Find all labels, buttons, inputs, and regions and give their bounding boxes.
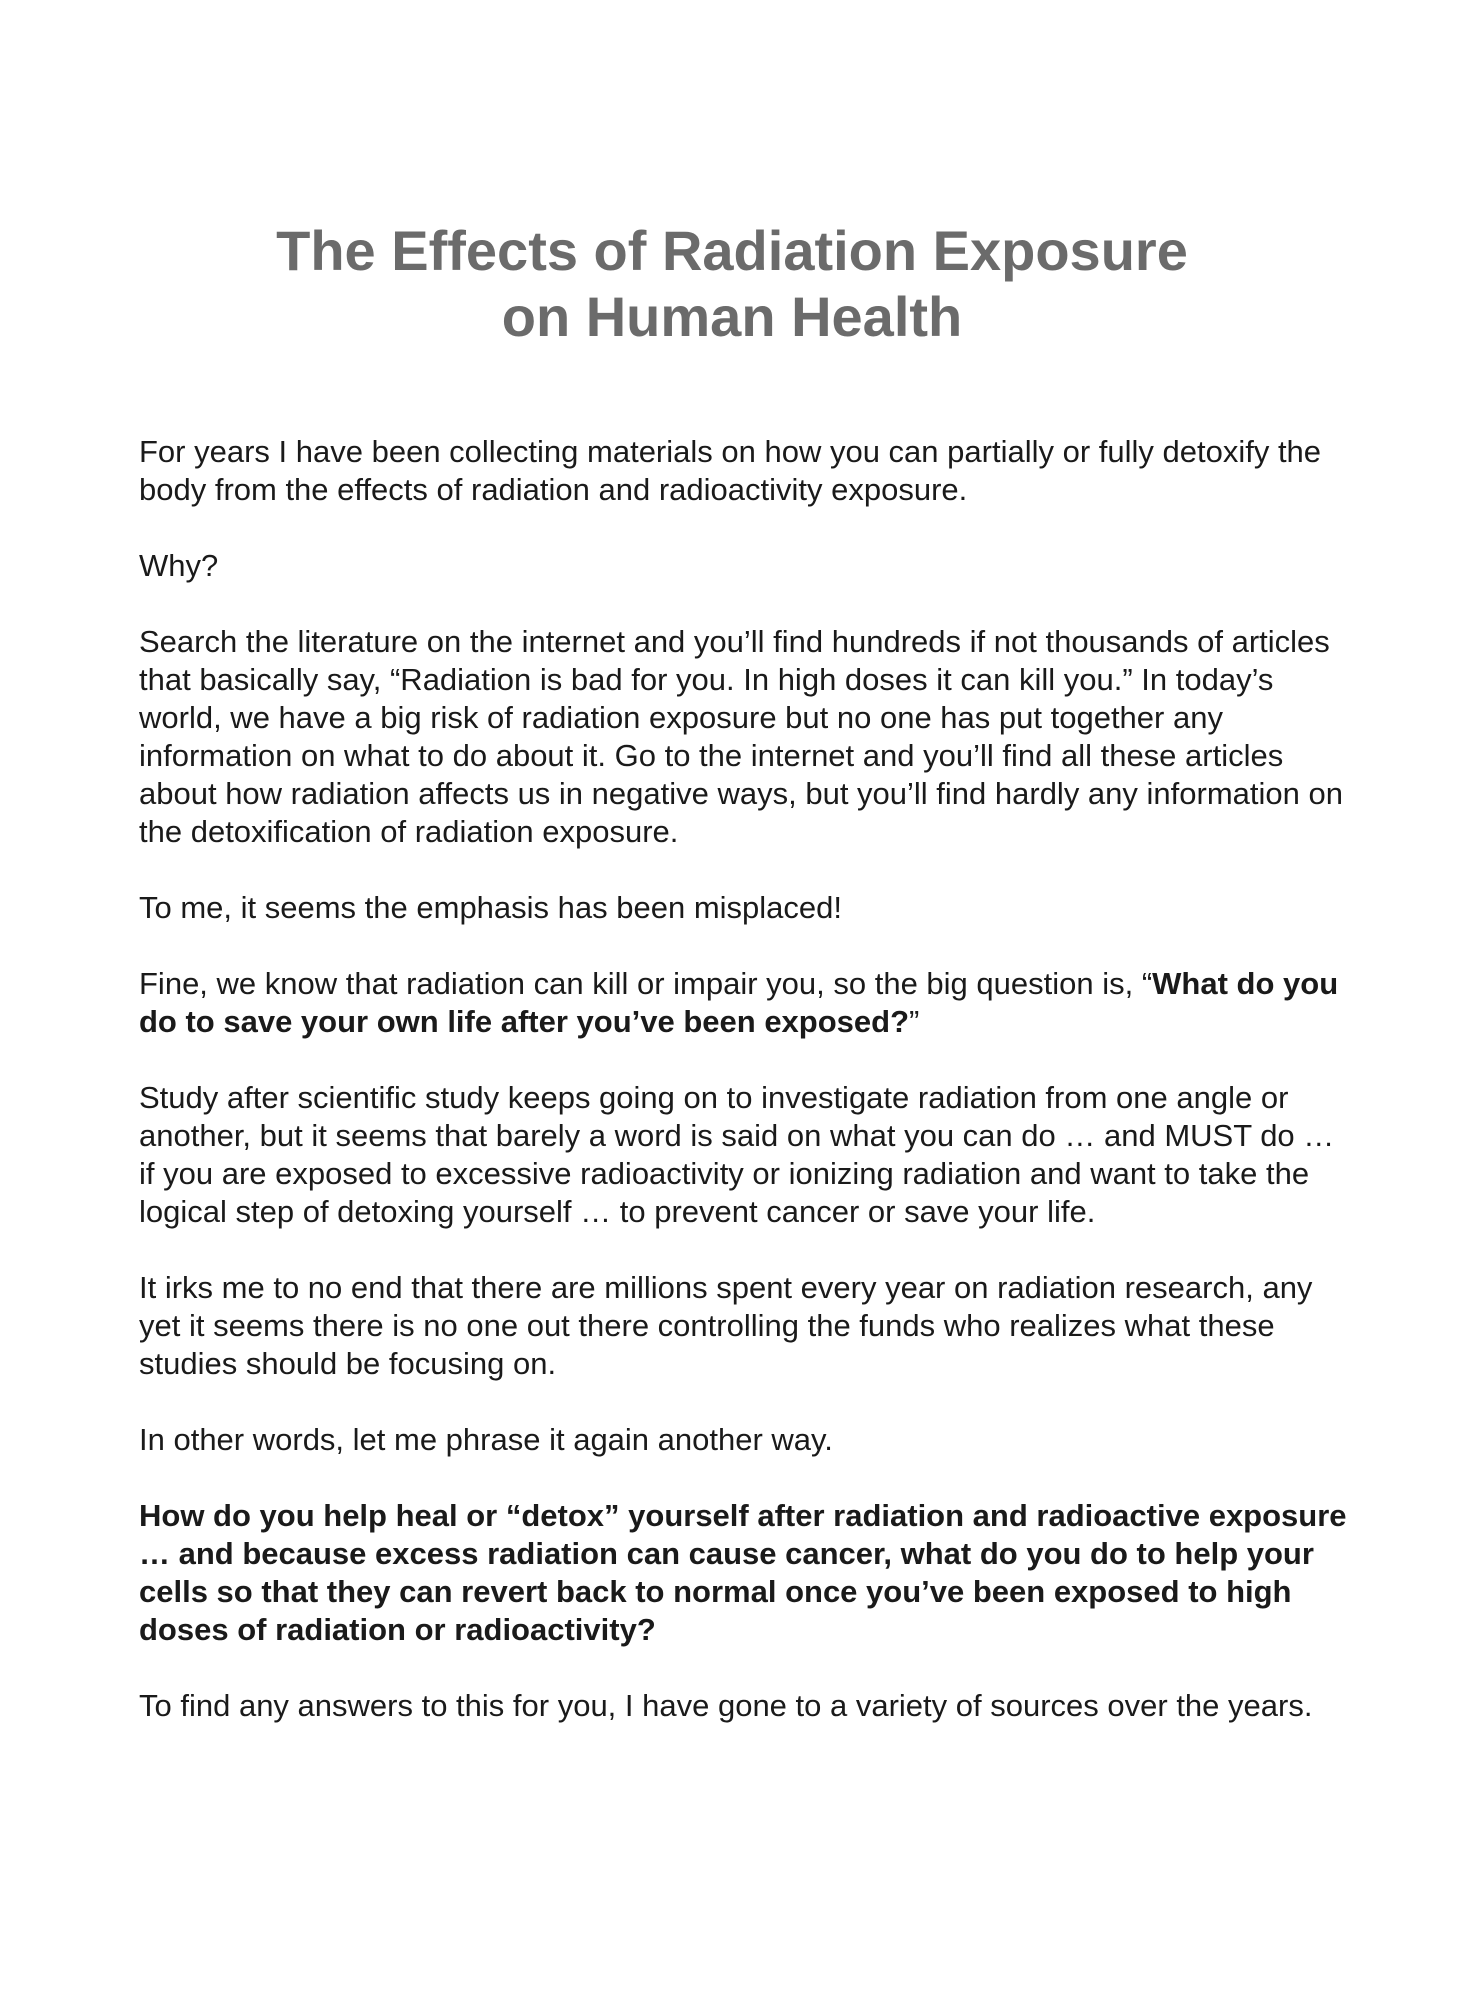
paragraph-rephrase: In other words, let me phrase it again another way. [139,1422,833,1457]
big-question-end: ” [909,1004,920,1039]
title-line-2: on Human Health [501,285,963,348]
paragraph-intro: For years I have been collecting materials on how you can partially or fully detoxify the body from the effects of radiation and radioactivity exposure. [139,434,1322,507]
paragraph-funding: It irks me to no end that there are millions spent every year on radiation research, any yet it seems there is no one out there controlling the funds who realizes what these studies should be focusing on. [139,1270,1313,1381]
paragraph-literature: Search the literature on the internet and you’ll find hundreds if not thousands of articles that basically say, “Radiation is bad for you. In high doses it can kill you.” In today’s world, we have a big risk of radiation exposure but no one has put together any information on what to do about it. Go to the internet and you’ll find all these articles about how radiation affects us in negative ways, but you’ll find hardly any information on the detoxification of radiation exposure. [139,624,1343,849]
paragraph-big-question [139,965,1354,1041]
big-question-lead: Fine, we know that radiation can kill or impair you, so the big question is, “ [139,966,1153,1001]
document-body [139,433,1354,1763]
paragraph-studies: Study after scientific study keeps going on to investigate radiation from one angle or another, but it seems that barely a word is said on what you can do … and MUST do … if you are exposed to excessive radioactivity or ionizing radiation and want to take the logical step of detoxing yourself … to prevent cancer or save your life. [139,1080,1335,1229]
document-title [0,218,1464,350]
paragraph-key-question: How do you help heal or “detox” yourself after radiation and radioactive exposure … and because excess radiation can cause cancer, what do you do to help your cells so that they can revert back to normal once you’ve been exposed to high doses of radiation or radioactivity? [139,1498,1347,1647]
paragraph-emphasis: To me, it seems the emphasis has been misplaced! [139,890,843,925]
title-line-1: The Effects of Radiation Exposure [276,219,1188,282]
big-question-bold: What do you do to save your own life after you’ve been exposed? [139,966,1339,1039]
paragraph-why: Why? [139,548,219,583]
paragraph-sources: To find any answers to this for you, I have gone to a variety of sources over the years. [139,1688,1313,1723]
